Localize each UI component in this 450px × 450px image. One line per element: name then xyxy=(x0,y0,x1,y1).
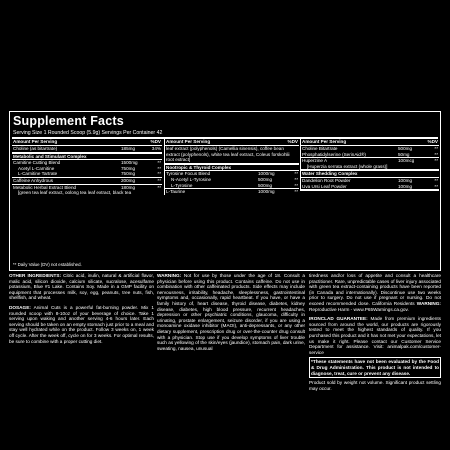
fda-disclaimer: *These statements have not been evaluated by the Food & Drug Administration. This product is not intended to diagnose, treat, cure or prevent any disease. xyxy=(309,357,441,378)
fact-description: leaf extract (polyphenols) (Camellia sinensis), coffee bean extract (polyphenols), white tea leaf extract, Coleus forskohlii root extract] xyxy=(165,146,299,165)
settling-note: Product sold by weight not volume. Significant product settling may occur. xyxy=(309,380,441,391)
fact-row: N-Acetyl L-Tyrosine 500mg ** xyxy=(171,176,298,182)
facts-column-3 xyxy=(300,139,439,191)
column-header: Amount Per Serving %DV xyxy=(166,139,298,144)
other-ingredients-block xyxy=(9,273,154,344)
fact-row: Choline (as bitartrate) 185mg 34% xyxy=(12,146,162,154)
daily-value-note: ** Daily Value (DV) not established. xyxy=(13,262,82,267)
fact-row: Metabolic Herbal Extract Blend 180mg ** xyxy=(13,184,161,190)
section-header: Nootropic & Thyroid Complex xyxy=(165,165,299,172)
fact-row: Tyrosine Focus Blend 1000mg ** xyxy=(166,171,298,177)
section-header: Water Shedding Complex xyxy=(301,171,439,178)
section-header: Metabolic and Stimulant Complex xyxy=(12,154,162,161)
warning-continued-text: tiredness and/or loss of appetite and consult a healthcare practitioner. Rare, unpredictable cases of liver injury associated with green tea extract-containing products have been reported (in Canada and internationally). Discontinue use two weeks prior to surgery. Do not use if pregnant or nursing. Do not exceed recommended dose. California Residents xyxy=(309,273,441,306)
column-header: Amount Per Serving %DV xyxy=(13,139,161,144)
fact-row: Carnitine Cutting Blend 1500mg ** xyxy=(13,160,161,166)
other-ingredients-text: Citric acid, inulin, natural & artificial flavor, malic acid, silicon dioxide, calcium silicate, sucralose, acesulfame potassium, Blue #1 Lake. Contains Soy. Made in a GMP facility on equipment that processes milk, soy, egg, peanuts, tree nuts, fish, shellfish, and wheat. xyxy=(9,273,154,301)
fact-row: L-Tyrosine 500mg ** xyxy=(165,183,299,190)
dosage-text: Animal Cuts is a powerful fat-burning powder. Mix 1 rounded scoop with 8-10oz of your beverage of choice. Take 1 serving upon waking and another serving 4-6 hours later. Each serving should be taken on an empty stomach just prior to a meal and stay well hydrated while on the product. Follow 3 weeks on, 1 week off cycle. After the week off, cycle on for 3 weeks. For optimal results, be sure to combine with a proper cutting diet. xyxy=(9,304,155,344)
warning-block xyxy=(157,273,305,351)
warning-label: WARNING: xyxy=(157,273,182,278)
ironclad-text: Made from premium ingredients sourced from around the world, our products are rigorously tested to meet the highest standards of quality. If you purchased this product and it has not met your expectations, let us make it right. Please contact our Customer Service Department for assistance. Visit: animalpak.com/customer-service xyxy=(309,316,441,355)
column-header: Amount Per Serving %DV xyxy=(302,139,438,144)
fact-row: Dandelion Root Powder 100mg ** xyxy=(302,177,438,183)
fact-row: Huperzine A 100mcg ** xyxy=(302,158,438,164)
ironclad-label: IRONCLAD GUARANTEE: xyxy=(309,316,368,322)
facts-column-2 xyxy=(164,139,299,195)
supplement-facts-title: Supplement Facts xyxy=(13,114,124,128)
fact-description: [Huperzia serrata extract (whole grass)] xyxy=(301,164,439,172)
fact-row: L-Taurine 1000mg ** xyxy=(166,189,298,195)
fact-row: Acetyl L-Carnitine 750mg ** xyxy=(18,165,161,171)
prop65-text: Reproductive Harm - www.P65Warnings.ca.gov. xyxy=(309,306,409,312)
fact-row: Uva Ursi Leaf Powder 100mg ** xyxy=(301,184,439,192)
right-text-block xyxy=(309,273,441,391)
fact-description: [green tea leaf extract, oolong tea leaf extract, black tea xyxy=(18,190,132,196)
fact-row: Caffeine Anhydrous 200mg ** xyxy=(13,177,161,183)
other-ingredients-label: OTHER INGREDIENTS: xyxy=(9,273,62,278)
dosage-label: DOSAGE: xyxy=(9,304,31,310)
supplement-facts-panel xyxy=(9,111,441,271)
prop65-label: WARNING: xyxy=(416,300,441,306)
fact-row: L-Carnitine Tartrate 750mg ** xyxy=(12,171,162,178)
serving-info: Serving Size 1 Rounded Scoop (5.9g) Servings Per Container 42 xyxy=(13,130,163,136)
fact-row: Choline Bitartrate 500mg ** xyxy=(302,146,438,151)
facts-column-1 xyxy=(12,139,162,196)
fact-row: Phosphatidylserine (SerinAid®) 50mg ** xyxy=(302,151,438,157)
warning-text: Not for use by those under the age of 18. Consult a physician before using this product. Contains caffeine. Do not use in combination with other caffeinated products. Side effects may include nervousness, irritability, headache, sleeplessness, gastrointestinal symptoms and, occasionally, rapid heartbeat. If you have, or have a family history of, heart disease, thyroid disease, diabetes, kidney disease, diabetes, high blood pressure, recurrent headaches, depression or other psychiatric conditions, glaucoma, difficulty in urinating, prostate enlargement, seizure disorder, if you are using a monoamine oxidase inhibitor (MAOI), anti-depressants, or any other dietary supplement, prescription drug or over-the-counter drug consult with a physician. Stop use if you develop symptoms of liver trouble such as yellowing of the skin/eyes (jaundice), stomach pain, dark urine, sweating, nausea, unusual xyxy=(157,273,305,351)
